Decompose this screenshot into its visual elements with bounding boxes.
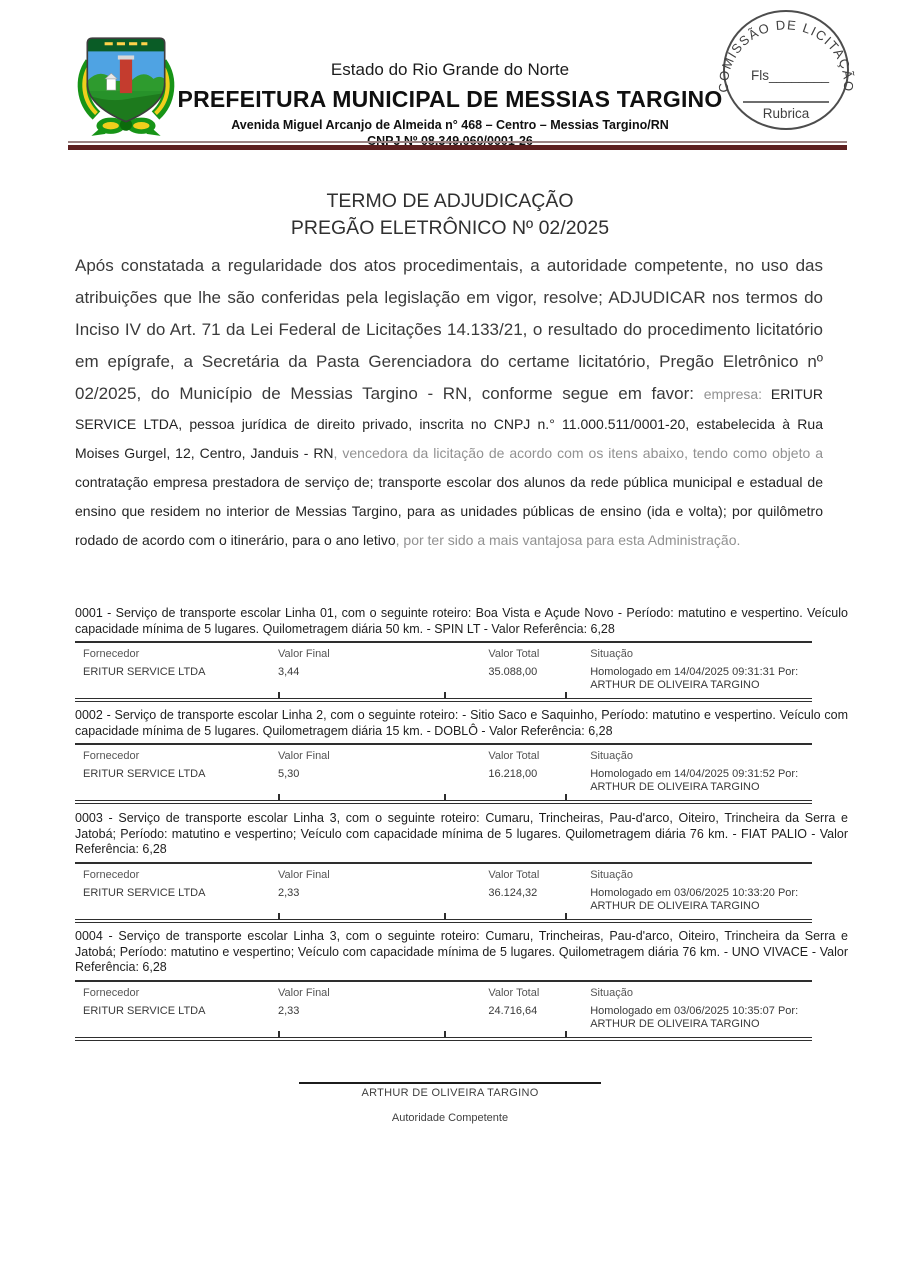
table-header-row [75, 864, 812, 883]
situacao-line2: ARTHUR DE OLIVEIRA TARGINO [590, 1017, 760, 1030]
letterhead-text [172, 60, 728, 148]
col-header-valor-total: Valor Total [488, 868, 540, 881]
licitation-stamp [714, 6, 858, 136]
col-header-valor-total: Valor Total [488, 750, 540, 763]
cell-valor-total: 24.716,64 [488, 1004, 538, 1017]
column-tick [565, 692, 567, 698]
column-tick [278, 692, 280, 698]
coat-of-arms [70, 34, 182, 138]
cell-fornecedor: ERITUR SERVICE LTDA [83, 886, 206, 899]
col-header-fornecedor: Fornecedor [83, 648, 140, 661]
signatory-role: Autoridade Competente [391, 1112, 509, 1124]
col-header-situacao: Situação [590, 648, 634, 661]
signature-line [299, 1082, 601, 1084]
paragraph-run-object: contratação empresa prestadora de serviço de; transporte escolar dos alunos da rede pública municipal e estadual de ensino que residem no interior de Messias Targino, para as unidades públicas de ensino (ida e volta); por quilômetro rodado de acordo com o itinerário, para o ano letivo [75, 474, 823, 548]
adjudication-paragraph [75, 250, 823, 555]
paragraph-run-empresa-label: empresa: [703, 386, 771, 402]
item-0001 [75, 606, 848, 702]
cell-fornecedor: ERITUR SERVICE LTDA [83, 1004, 206, 1017]
signatory-name: ARTHUR DE OLIVEIRA TARGINO [361, 1087, 539, 1099]
column-tick [565, 913, 567, 919]
state-name: Estado do Rio Grande do Norte [330, 60, 570, 79]
situacao-line1: Homologado em 03/06/2025 10:35:07 Por: [590, 1004, 799, 1017]
cell-valor-total: 35.088,00 [488, 666, 538, 679]
item-description: 0003 - Serviço de transporte escolar Linha 3, com o seguinte roteiro: Cumaru, Trincheiras, Pau-d'arco, Oiteiro, Trincheira da Serra e Jatobá; Período: matutino e vespertino; Veículo com capacidade mínima de 5 lugares. Quilometragem diária 76 km. - FIAT PALIO - Valor Referência: 6,28 [75, 811, 848, 857]
situacao-line1: Homologado em 14/04/2025 09:31:52 Por: [590, 768, 799, 781]
stamp-commission-text: COMISSÃO DE LICITAÇÃO [715, 17, 857, 93]
situacao-line2: ARTHUR DE OLIVEIRA TARGINO [590, 679, 760, 692]
item-result-table [75, 862, 812, 923]
cell-valor-total: 36.124,32 [488, 886, 538, 899]
column-tick [444, 1031, 446, 1037]
cell-situacao [587, 768, 812, 794]
item-result-table [75, 980, 812, 1041]
cell-situacao [587, 1005, 812, 1031]
column-tick [278, 1031, 280, 1037]
item-result-table [75, 743, 812, 804]
col-header-valor-final: Valor Final [277, 986, 330, 999]
cell-valor-final: 5,30 [277, 768, 300, 781]
cell-situacao [587, 887, 812, 913]
cell-valor-total: 16.218,00 [488, 768, 538, 781]
situacao-line1: Homologado em 03/06/2025 10:33:20 Por: [590, 886, 799, 899]
table-header-row [75, 982, 812, 1001]
paragraph-run-winner: , vencedora da licitação de acordo com os itens abaixo, tendo como objeto a [333, 445, 824, 461]
col-header-valor-final: Valor Final [277, 648, 330, 661]
col-header-fornecedor: Fornecedor [83, 868, 140, 881]
header-rule [68, 141, 847, 150]
table-header-row [75, 643, 812, 662]
header-rule-thick [68, 145, 847, 150]
column-tick [444, 794, 446, 800]
cell-fornecedor: ERITUR SERVICE LTDA [83, 768, 206, 781]
stamp-rubrica-label: Rubrica [762, 106, 810, 121]
col-header-valor-final: Valor Final [277, 868, 330, 881]
municipality-name: PREFEITURA MUNICIPAL DE MESSIAS TARGINO [177, 86, 723, 112]
col-header-fornecedor: Fornecedor [83, 750, 140, 763]
paragraph-run-closing: , por ter sido a mais vantajosa para esta Administração. [395, 532, 741, 548]
situacao-line2: ARTHUR DE OLIVEIRA TARGINO [590, 899, 760, 912]
paragraph-run-main: Após constatada a regularidade dos atos procedimentais, a autoridade competente, no uso das atribuições que lhe são conferidas pela legislação em vigor, resolve; ADJUDICAR nos termos do Inciso IV do Art. 71 da Lei Federal de Licitações 14.133/21, o resultado do procedimento licitatório em epígrafe, a Secretária da Pasta Gerenciadora do certame licitatório, Pregão Eletrônico nº 02/2025, do Município de Messias Targino - RN, conforme segue em favor: [75, 256, 823, 403]
col-header-fornecedor: Fornecedor [83, 986, 140, 999]
column-tick [444, 692, 446, 698]
title-line2: PREGÃO ELETRÔNICO Nº 02/2025 [290, 217, 610, 239]
cell-valor-final: 3,44 [277, 666, 300, 679]
col-header-situacao: Situação [590, 750, 634, 763]
col-header-valor-total: Valor Total [488, 986, 540, 999]
cell-valor-final: 2,33 [277, 1004, 300, 1017]
item-description: 0001 - Serviço de transporte escolar Linha 01, com o seguinte roteiro: Boa Vista e Açude Novo - Período: matutino e vespertino. Veículo capacidade mínima de 5 lugares. Quilometragem diária 50 km. - SPIN LT - Valor Referência: 6,28 [75, 606, 848, 636]
column-tick [278, 913, 280, 919]
col-header-situacao: Situação [590, 986, 634, 999]
column-tick [565, 794, 567, 800]
column-tick [565, 1031, 567, 1037]
table-header-row [75, 745, 812, 764]
cell-valor-final: 2,33 [277, 886, 300, 899]
item-0002 [75, 708, 848, 804]
header-rule-thin [68, 141, 847, 143]
item-0003 [75, 811, 848, 923]
col-header-situacao: Situação [590, 868, 634, 881]
signature-block [0, 1082, 900, 1124]
situacao-line2: ARTHUR DE OLIVEIRA TARGINO [590, 781, 760, 794]
stamp-fls-label: Fls________ [751, 68, 830, 83]
column-tick [444, 913, 446, 919]
title-line1: TERMO DE ADJUDICAÇÃO [326, 190, 574, 212]
item-0004 [75, 929, 848, 1041]
document-title [0, 188, 900, 242]
item-result-table [75, 641, 812, 702]
col-header-valor-final: Valor Final [277, 750, 330, 763]
cell-situacao [587, 666, 812, 692]
col-header-valor-total: Valor Total [488, 648, 540, 661]
address-line: Avenida Miguel Arcanjo de Almeida n° 468 – Centro – Messias Targino/RN [231, 118, 669, 132]
situacao-line1: Homologado em 14/04/2025 09:31:31 Por: [590, 666, 799, 679]
cell-fornecedor: ERITUR SERVICE LTDA [83, 666, 206, 679]
paragraph-run-company: ERITUR SERVICE LTDA, pessoa jurídica de direito privado, inscrita no CNPJ n.° 11.000.511/0001-20, estabelecida à Rua Moises Gurgel, 12, Centro, Janduis - RN [75, 386, 823, 461]
item-description: 0002 - Serviço de transporte escolar Linha 2, com o seguinte roteiro: - Sitio Saco e Saquinho, Período: matutino e vespertino. Veículo com capacidade mínima de 5 lugares. Quilometragem diária 15 km. - DOBLÔ - Valor Referência: 6,28 [75, 708, 848, 738]
item-description: 0004 - Serviço de transporte escolar Linha 3, com o seguinte roteiro: Cumaru, Trincheiras, Pau-d'arco, Oiteiro, Trincheira da Serra e Jatobá; Período: matutino e vespertino; Veículo com capacidade mínima de 5 lugares. Quilometragem diária 76 km. - UNO VIVACE - Valor Referência: 6,28 [75, 929, 848, 975]
column-tick [278, 794, 280, 800]
